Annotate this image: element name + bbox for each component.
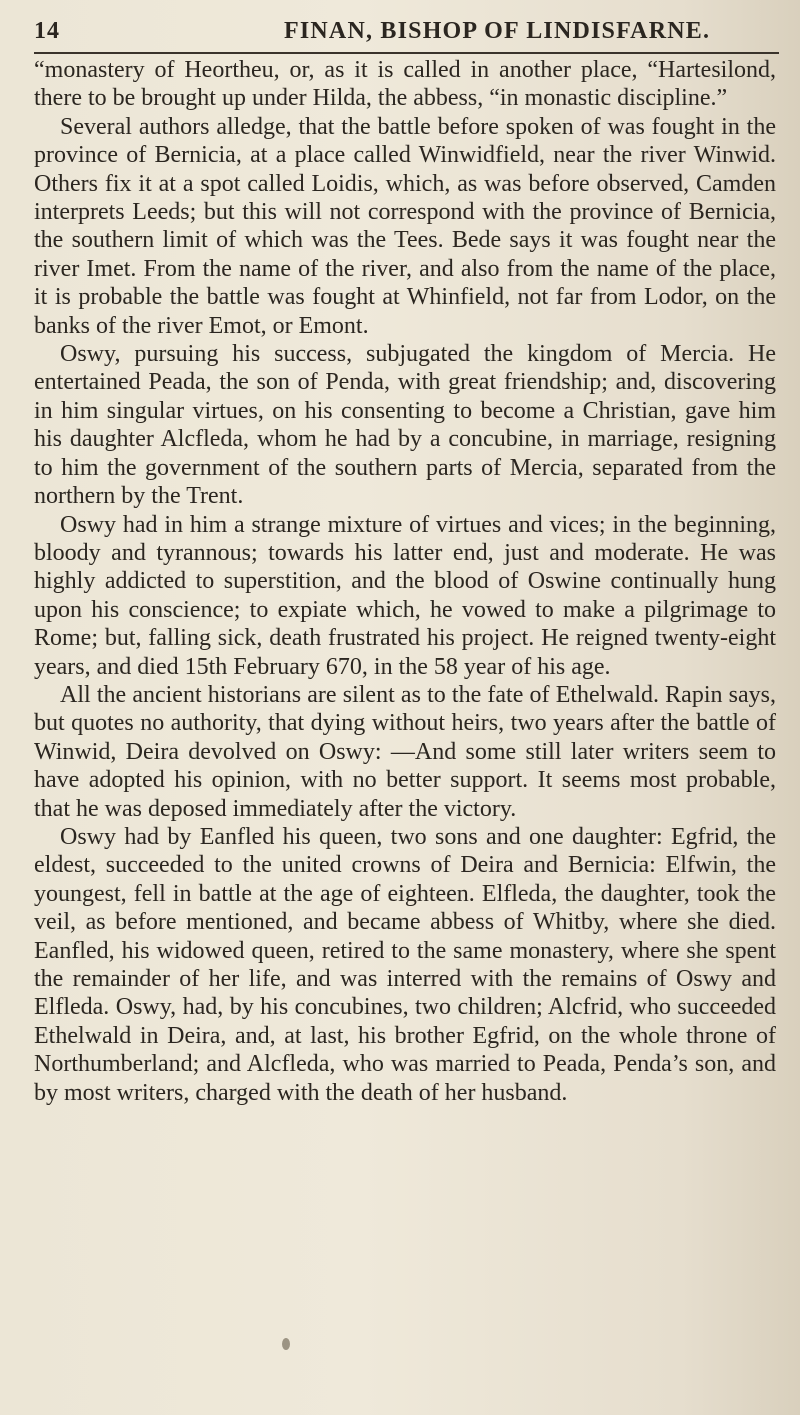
running-head: FINAN, BISHOP OF LINDISFARNE. <box>284 18 711 44</box>
paragraph-1: “monastery of Heortheu, or, as it is called in another place, “Hartesilond, there to be brought up under Hilda, the abbess, “in monastic discipline.” <box>34 57 776 112</box>
ink-speck <box>282 1338 290 1350</box>
paragraph-4: Oswy had in him a strange mixture of virtues and vices; in the beginning, bloody and tyrannous; towards his latter end, just and moderate. He was highly addicted to superstition, and the blood of Oswine continually hung upon his conscience; to expiate which, he vowed to make a pilgrimage to Rome; but, falling sick, death frustrated his project. He reigned twenty-eight years, and died 15th February 670, in the 58 year of his age. <box>34 511 776 680</box>
paragraph-2: Several authors alledge, that the battle before spoken of was fought in the province of Bernicia, at a place called Winwidfield, near the river Winwid. Others fix it at a spot called Loidis, which, as was before observed, Camden interprets Leeds; but this will not correspond with the province of Bernicia, the southern limit of which was the Tees. Bede says it was fought near the river Imet. From the name of the river, and also from the name of the place, it is probable the battle was fought at Whinfield, not far from Lodor, on the banks of the river Emot, or Emont. <box>34 113 776 339</box>
body-text <box>34 56 776 1107</box>
page-header <box>34 18 794 54</box>
page-number: 14 <box>34 18 60 44</box>
paragraph-5: All the ancient historians are silent as to the fate of Ethelwald. Rapin says, but quotes no authority, that dying without heirs, two years after the battle of Winwid, Deira devolved on Oswy: —And some still later writers seem to have adopted his opinion, with no better support. It seems most probable, that he was deposed immediately after the victory. <box>34 681 776 822</box>
paragraph-6: Oswy had by Eanfled his queen, two sons and one daughter: Egfrid, the eldest, succeeded to the united crowns of Deira and Bernicia: Elfwin, the youngest, fell in battle at the age of eighteen. Elfleda, the daughter, took the veil, as before mentioned, and became abbess of Whitby, where she died. Eanfled, his widowed queen, retired to the same monastery, where she spent the remainder of her life, and was interred with the remains of Oswy and Elfleda. Oswy, had, by his concubines, two children; Alcfrid, who succeeded Ethelwald in Deira, and, at last, his brother Egfrid, on the whole throne of Northumberland; and Alcfleda, who was married to Peada, Penda’s son, and by most writers, charged with the death of her husband. <box>34 823 776 1106</box>
header-rule <box>34 52 779 54</box>
paragraph-3: Oswy, pursuing his success, subjugated the kingdom of Mercia. He entertained Peada, the son of Penda, with great friendship; and, discovering in him singular virtues, on his consenting to become a Christian, gave him his daughter Alcfleda, whom he had by a concubine, in marriage, resigning to him the government of the southern parts of Mercia, separated from the northern by the Trent. <box>34 341 776 510</box>
